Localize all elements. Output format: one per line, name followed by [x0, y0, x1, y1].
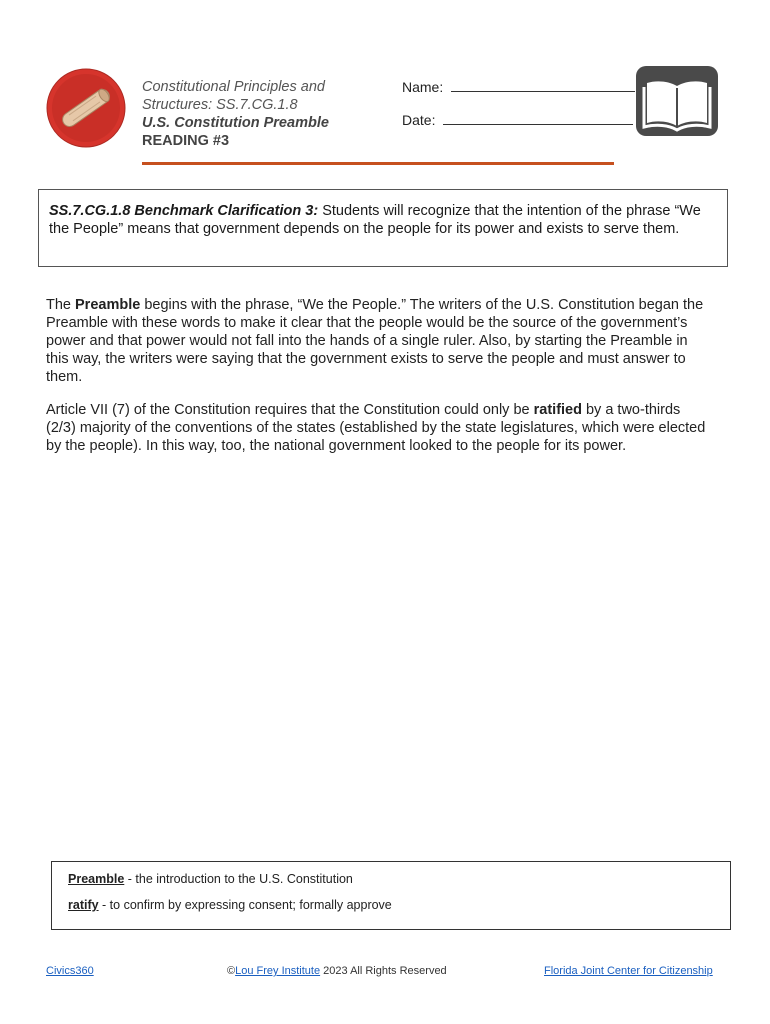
course-line-2: Structures: SS.7.CG.1.8: [142, 97, 298, 113]
glossary-definition: - to confirm by expressing consent; formally approve: [98, 898, 392, 912]
paragraph-1-bold-term: Preamble: [75, 297, 141, 313]
paragraph-1-text-a: The: [46, 297, 76, 313]
benchmark-clarification-box: [38, 189, 728, 267]
civics360-link[interactable]: Civics360: [46, 965, 94, 977]
paragraph-1-text-b: begins with the phrase, “We the People.” The writers of the U.S. Constitution began the Preamble with these words to make it clear that the people would be the source of the government’s power and that power would not fall into the hands of a single ruler. Also, by starting the Preamble in this way, the writers were saying that the government exists to serve the people and must answer to them.: [46, 297, 704, 385]
course-line-1: Constitutional Principles and: [142, 79, 325, 95]
glossary-term: ratify: [68, 898, 99, 912]
clarification-text: Students will recognize that the intention of the phrase “We the People” means that government depends on the people for its power and exists to serve them.: [49, 203, 701, 237]
glossary-term: Preamble: [68, 872, 125, 886]
copyright-text: 2023 All Rights Reserved: [320, 965, 447, 977]
lou-frey-institute-link[interactable]: Lou Frey Institute: [235, 965, 321, 977]
clarification-colon: :: [313, 203, 319, 219]
footer-right: [544, 965, 713, 977]
date-field[interactable]: [402, 112, 633, 128]
reading-number: READING #3: [142, 133, 230, 149]
footer-center: [227, 965, 447, 977]
topic-title: U.S. Constitution Preamble: [142, 115, 329, 131]
paragraph-2-bold-term: ratified: [533, 402, 582, 418]
copyright-symbol: ©: [227, 965, 236, 977]
date-label: Date:: [402, 112, 436, 128]
name-label: Name:: [402, 79, 444, 95]
glossary-box: [51, 861, 731, 930]
name-line[interactable]: [451, 79, 635, 92]
paragraph-2-text-a: Article VII (7) of the Constitution requires that the Constitution could only be: [46, 402, 534, 418]
header-divider: [142, 162, 614, 165]
book-icon: [636, 66, 718, 136]
header-titles: [142, 78, 382, 150]
glossary-definition: - the introduction to the U.S. Constitution: [124, 872, 353, 886]
name-field[interactable]: [402, 79, 635, 95]
footer-left: [46, 965, 94, 977]
date-line[interactable]: [443, 112, 633, 125]
glossary-row: [68, 871, 714, 897]
paragraph-preamble: [46, 296, 706, 386]
paragraph-article-vii: [46, 401, 706, 455]
glossary-row: [68, 897, 714, 923]
scroll-seal-icon: [46, 68, 126, 148]
florida-joint-center-link[interactable]: Florida Joint Center for Citizenship: [544, 965, 713, 977]
clarification-lead: SS.7.CG.1.8 Benchmark Clarification 3: [49, 203, 314, 219]
paragraph-2-text-b: by a two-thirds (2/3) majority of the conventions of the states (established by the state legislatures, which were elected by the people). In this way, too, the national government looked to the people for its power.: [46, 402, 706, 454]
